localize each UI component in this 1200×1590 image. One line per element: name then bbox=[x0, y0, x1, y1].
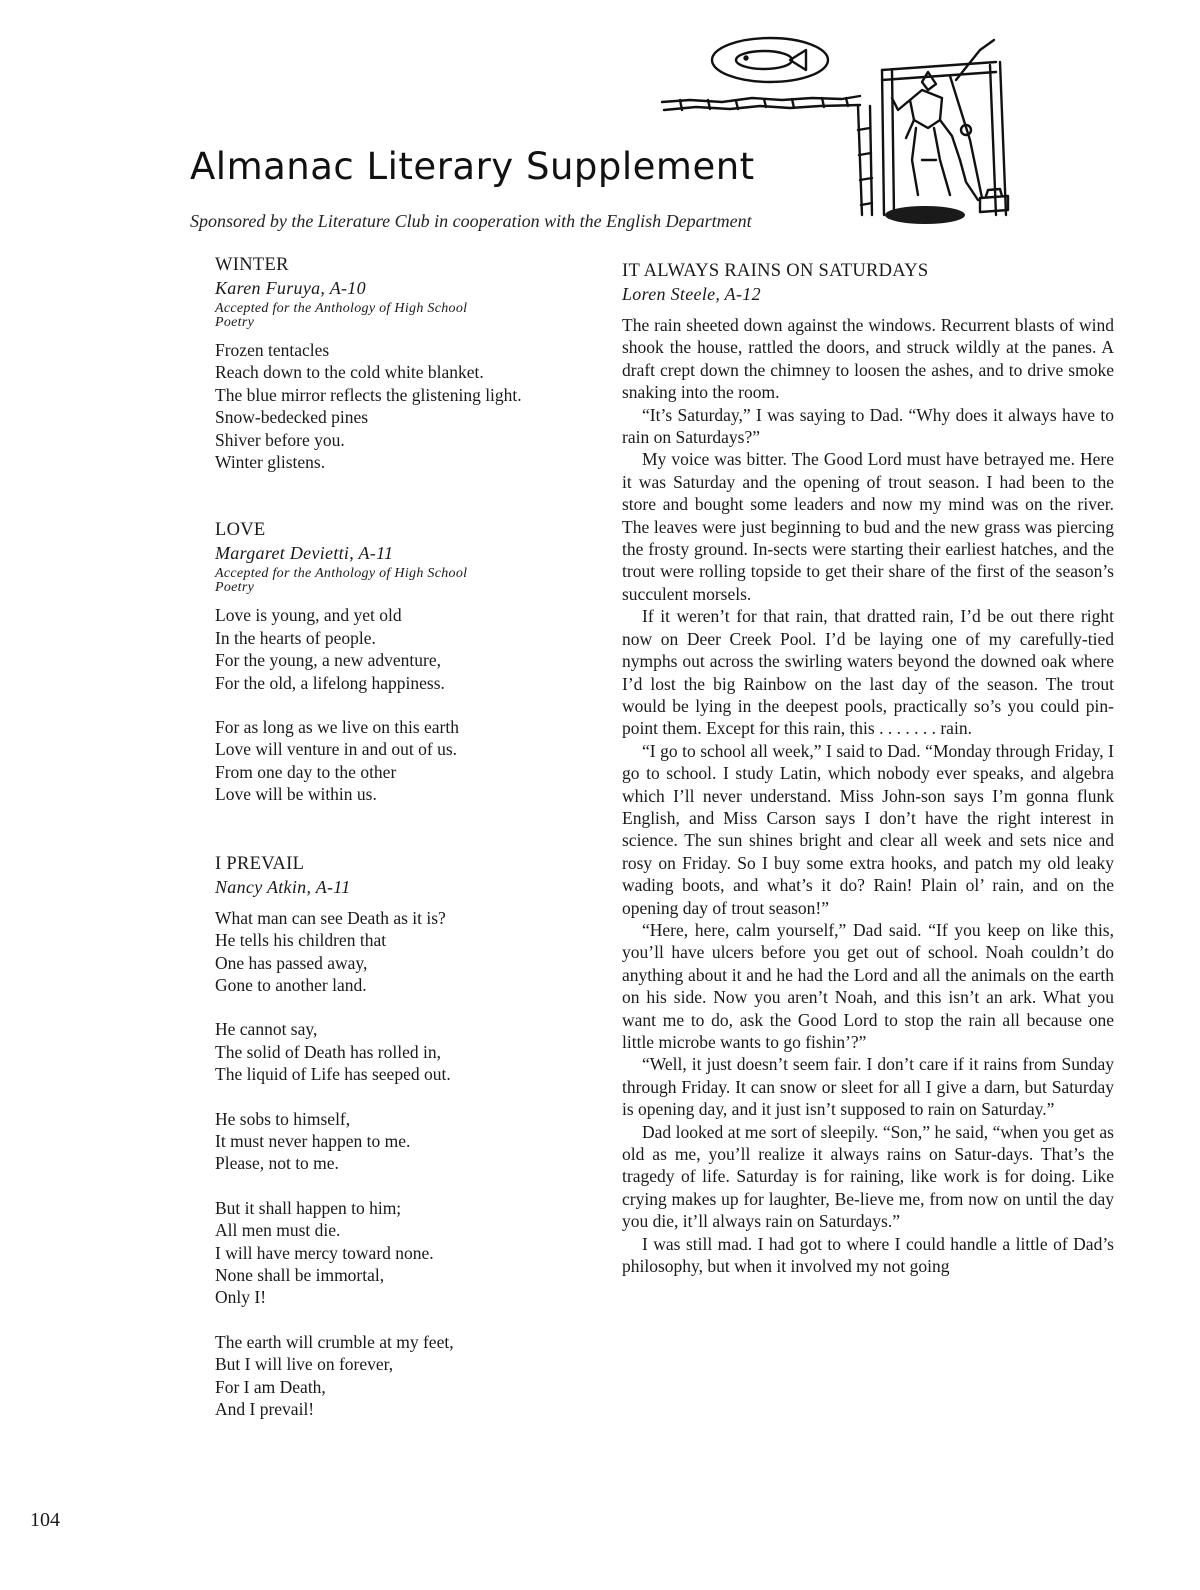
poems-column bbox=[215, 253, 585, 1420]
story-paragraph: “Well, it just doesn’t seem fair. I don’t care if it rains from Sunday through Friday. It can snow or sleet for all I give a darn, but Saturday is opening day, and it just isn’t supposed to rain on Saturday.” bbox=[622, 1054, 1114, 1120]
poem-author: Karen Furuya, A-10 bbox=[215, 278, 366, 298]
stanza bbox=[215, 1108, 585, 1175]
note-line: Accepted for the Anthology of High School bbox=[215, 301, 468, 316]
poem-line: Gone to another land. bbox=[215, 974, 367, 995]
stanza bbox=[215, 604, 585, 694]
story-paragraph: Dad looked at me sort of sleepily. “Son,” he said, “when you get as old as me, you’ll realize it always rains on Satur-days. That’s the tragedy of life. Saturday is for raining, like work is for doing. Like crying makes up for laughter, Be-lieve me, from now on until the day you die, it’ll always rain on Saturdays.” bbox=[622, 1121, 1114, 1232]
poem-line: One has passed away, bbox=[215, 952, 368, 973]
poem-title: I PREVAIL bbox=[215, 853, 305, 874]
poem-line: And I prevail! bbox=[215, 1399, 315, 1419]
poem-winter bbox=[215, 253, 585, 473]
story-column bbox=[622, 259, 1114, 1277]
poem-line: Love will be within us. bbox=[215, 784, 377, 805]
story-author: Loren Steele, A-12 bbox=[622, 284, 761, 304]
poem-i-prevail bbox=[215, 852, 585, 1421]
poem-line: It must never happen to me. bbox=[215, 1130, 411, 1151]
poem-line: Snow-bedecked pines bbox=[215, 407, 369, 428]
stanza bbox=[215, 1197, 585, 1309]
stanza bbox=[215, 907, 585, 997]
stanza bbox=[215, 1331, 585, 1421]
poem-line: The earth will crumble at my feet, bbox=[215, 1331, 454, 1352]
story-paragraph: I was still mad. I had got to where I could handle a little of Dad’s philosophy, but when it involved my not going bbox=[622, 1233, 1114, 1277]
story-paragraph: “It’s Saturday,” I was saying to Dad. “Why does it always have to rain on Saturdays?” bbox=[622, 404, 1114, 448]
story-paragraph: My voice was bitter. The Good Lord must have betrayed me. Here it was Saturday and the opening of trout season. I had been to the store and bought some leaders and now my mind was on the river. The leaves were just beginning to bud and the new grass was piercing the frosty ground. In-sects were starting their earliest hatches, and the trout were rolling topside to get their share of the first of the season’s succulent morsels. bbox=[622, 449, 1114, 604]
story-body bbox=[622, 314, 1114, 1277]
story-header bbox=[622, 259, 1114, 305]
poem-line: What man can see Death as it is? bbox=[215, 907, 446, 928]
story-paragraph: “I go to school all week,” I said to Dad. “Monday through Friday, I go to school. I study Latin, which nobody ever speaks, and algebra which I’ll never understand. Miss John-son says I’m gonna flunk English, and Miss Carson says I don’t have the right interest in science. The sun shines bright and clear all week and sets nice and rosy on Friday. So I buy some extra hooks, and patch my old leaky wading boots, and what’s it do? Rain! Plain ol’ rain, and on the opening day of trout season!” bbox=[622, 740, 1114, 918]
poem-line: Shiver before you. bbox=[215, 429, 345, 450]
poem-line: For I am Death, bbox=[215, 1376, 326, 1397]
poem-line: From one day to the other bbox=[215, 761, 397, 782]
stanza bbox=[215, 1018, 585, 1085]
poem-line: He tells his children that bbox=[215, 930, 387, 951]
note-line: Accepted for the Anthology of High School bbox=[215, 566, 468, 582]
page-subtitle: Sponsored by the Literature Club in cooperation with the English Department bbox=[190, 211, 752, 231]
poem-line: Frozen tentacles bbox=[215, 340, 330, 360]
poem-line: I will have mercy toward none. bbox=[215, 1242, 434, 1263]
anthology-note bbox=[215, 302, 585, 330]
poem-line: But it shall happen to him; bbox=[215, 1197, 402, 1218]
poem-line: None shall be immortal, bbox=[215, 1264, 385, 1285]
poem-line: For the old, a lifelong happiness. bbox=[215, 672, 445, 693]
story-paragraph: If it weren’t for that rain, that dratted rain, I’d be out there right now on Deer Creek Pool. I’d be laying one of my carefully-tied nymphs out across the swirling waters beyond the downed oak where I’d lost the big Rainbow on the last day of the season. The trout would be lying in the deepest pools, practically so’s you could pin-point them. Except for this rain, this . . . . . . . rain. bbox=[622, 606, 1114, 739]
poem-line: Only I! bbox=[215, 1287, 267, 1308]
poem-line: The solid of Death has rolled in, bbox=[215, 1041, 441, 1062]
poem-line: The liquid of Life has seeped out. bbox=[215, 1064, 451, 1085]
poem-line: Please, not to me. bbox=[215, 1153, 339, 1174]
poem-line: He sobs to himself, bbox=[215, 1108, 351, 1129]
poem-title: WINTER bbox=[215, 255, 289, 275]
poem-line: He cannot say, bbox=[215, 1019, 318, 1040]
story-paragraph: “Here, here, calm yourself,” Dad said. “If you keep on like this, you’ll have ulcers before you get out of school. Noah couldn’t do anything about it and he had the Lord and all the animals on the earth on his side. Now you aren’t Noah, and this isn’t an ark. What you want me to do, ask the Good Lord to stop the rain all because one little microbe wants to go fishin’?” bbox=[622, 919, 1114, 1052]
poem-line: For as long as we live on this earth bbox=[215, 717, 459, 738]
note-line: Poetry bbox=[215, 315, 255, 330]
story-paragraph: The rain sheeted down against the windows. Recurrent blasts of wind shook the house, rattled the doors, and struck wildly at the panes. A draft crept down the chimney to loosen the ashes, and to drive smoke snaking into the room. bbox=[622, 315, 1114, 403]
fisherman-at-doorway-sketch bbox=[660, 10, 1040, 235]
anthology-note bbox=[215, 567, 585, 595]
poem-line: Winter glistens. bbox=[215, 452, 326, 473]
poem-love bbox=[215, 518, 585, 805]
poem-line: Love will venture in and out of us. bbox=[215, 739, 458, 760]
poem-line: For the young, a new adventure, bbox=[215, 650, 441, 671]
stanza bbox=[215, 716, 585, 806]
page-number: 104 bbox=[30, 1509, 60, 1531]
poem-line: The blue mirror reflects the glistening light. bbox=[215, 384, 522, 405]
poem-author: Margaret Devietti, A-11 bbox=[215, 543, 394, 564]
poem-line: Reach down to the cold white blanket. bbox=[215, 362, 484, 383]
poem-line: In the hearts of people. bbox=[215, 627, 376, 648]
poem-author: Nancy Atkin, A-11 bbox=[215, 876, 351, 897]
page-title: Almanac Literary Supplement bbox=[190, 145, 755, 188]
stanza bbox=[215, 339, 585, 473]
poem-line: But I will live on forever, bbox=[215, 1354, 394, 1375]
poem-line: All men must die. bbox=[215, 1220, 341, 1241]
poem-title: LOVE bbox=[215, 520, 266, 541]
story-title: IT ALWAYS RAINS ON SATURDAYS bbox=[622, 261, 929, 281]
poem-line: Love is young, and yet old bbox=[215, 605, 402, 626]
note-line: Poetry bbox=[215, 580, 255, 596]
